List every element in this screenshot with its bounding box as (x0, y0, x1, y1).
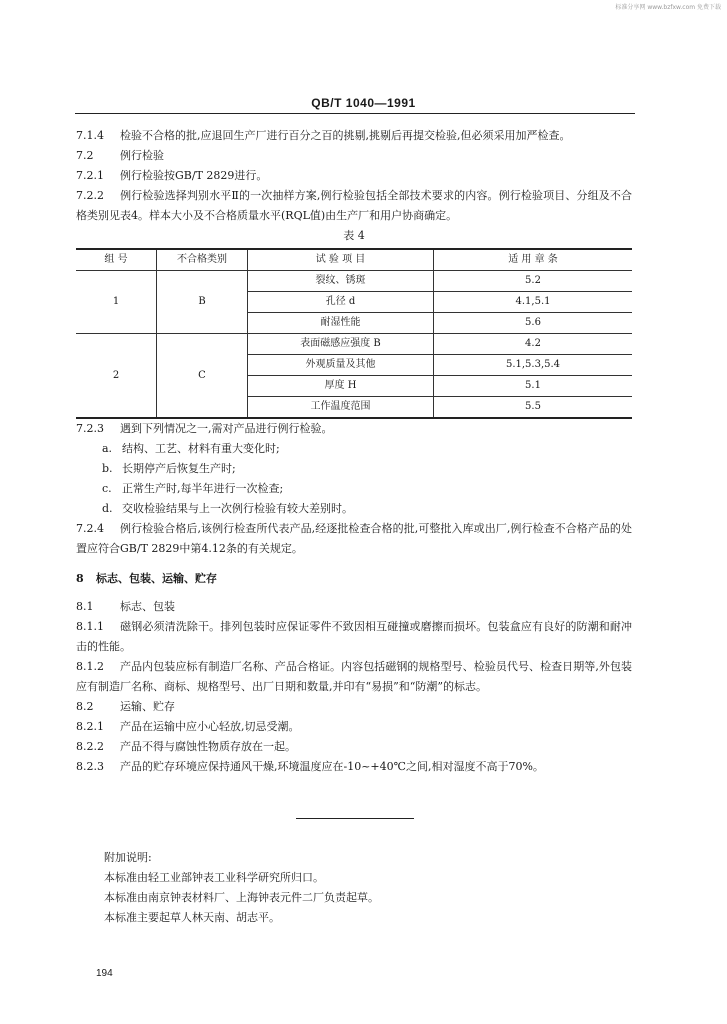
clause-8-1-2: 8.1.2 产品内包装应标有制造厂名称、产品合格证。内容包括磁钢的规格型号、检验员代号、检查日期等,外包装应有制造厂名称、商标、规格型号、出厂日期和数量,并印有“易损”和“防潮”的标志。 (76, 660, 632, 693)
applicable-clause: 5.5 (434, 397, 633, 419)
test-item: 工作温度范围 (248, 397, 434, 419)
clause-8-2-1: 8.2.1 产品在运输中应小心轻放,切忌受潮。 (76, 720, 300, 733)
applicable-clause: 5.6 (434, 313, 633, 334)
table-header-clause: 适 用 章 条 (434, 249, 633, 271)
applicable-clause: 4.1,5.1 (434, 292, 633, 313)
notes-line: 本标准由南京钟表材料厂、上海钟表元件二厂负责起草。 (104, 891, 379, 904)
clause-7-2-1: 7.2.1 例行检验按GB/T 2829进行。 (76, 169, 268, 182)
clause-8-2-3: 8.2.3 产品的贮存环境应保持通风干燥,环境温度应在-10~+40℃之间,相对湿度不高于70%。 (76, 760, 544, 773)
applicable-clause: 5.1 (434, 376, 633, 397)
test-item: 外观质量及其他 (248, 355, 434, 376)
table-header-test-item: 试 验 项 目 (248, 249, 434, 271)
list-item: c. 正常生产时,每半年进行一次检查; (102, 482, 284, 495)
notes-title: 附加说明: (104, 851, 152, 864)
section-8-heading: 8 标志、包装、运输、贮存 (76, 572, 217, 585)
main-content (76, 126, 632, 777)
list-item: b. 长期停产后恢复生产时; (102, 462, 236, 475)
notes-line: 本标准由轻工业部钟表工业科学研究所归口。 (104, 871, 324, 884)
table-header-category: 不合格类别 (157, 249, 248, 271)
test-item: 裂纹、锈斑 (248, 271, 434, 292)
table-4-title: 表 4 (343, 229, 365, 242)
test-item: 厚度 H (248, 376, 434, 397)
watermark: 标准分享网 www.bzfxw.com 免费下载 (615, 4, 721, 11)
page-header: QB/T 1040—1991 (311, 96, 416, 110)
clause-8-1: 8.1 标志、包装 (76, 600, 175, 613)
applicable-clause: 5.2 (434, 271, 633, 292)
clause-8-1-1: 8.1.1 磁钢必须清洗除干。排列包装时应保证零件不致因相互碰撞或磨擦而损坏。包装盒应有良好的防潮和耐冲击的性能。 (76, 620, 632, 653)
additional-notes (104, 848, 604, 928)
test-item: 耐湿性能 (248, 313, 434, 334)
group-number: 1 (76, 271, 157, 334)
header-rule (75, 113, 635, 114)
clause-7-2: 7.2 例行检验 (76, 149, 164, 162)
notes-line: 本标准主要起草人林天南、胡志平。 (104, 911, 280, 924)
page-number: 194 (96, 968, 113, 979)
clause-7-2-2: 7.2.2 例行检验选择判别水平Ⅱ的一次抽样方案,例行检验包括全部技术要求的内容。例行检验项目、分组及不合格类别见表4。样本大小及不合格质量水平(RQL值)由生产厂和用户协商确定。 (76, 189, 632, 222)
table-4 (76, 248, 632, 419)
table-row (76, 271, 632, 292)
end-divider (296, 818, 414, 819)
test-item: 孔径 d (248, 292, 434, 313)
clause-7-2-3: 7.2.3 遇到下列情况之一,需对产品进行例行检验。 (76, 422, 333, 435)
applicable-clause: 5.1,5.3,5.4 (434, 355, 633, 376)
group-number: 2 (76, 334, 157, 419)
list-item: d. 交收检验结果与上一次例行检验有较大差别时。 (102, 502, 353, 515)
clause-7-2-4: 7.2.4 例行检验合格后,该例行检查所代表产品,经逐批检查合格的批,可整批入库或出厂,例行检查不合格产品的处置应符合GB/T 2829中第4.12条的有关规定。 (76, 522, 632, 555)
table-header-group: 组 号 (76, 249, 157, 271)
table-row (76, 334, 632, 355)
test-item: 表面磁感应强度 B (248, 334, 434, 355)
clause-8-2-2: 8.2.2 产品不得与腐蚀性物质存放在一起。 (76, 740, 296, 753)
clause-8-2: 8.2 运输、贮存 (76, 700, 175, 713)
clause-7-1-4: 7.1.4 检验不合格的批,应退回生产厂进行百分之百的挑剔,挑剔后再提交检验,但必须采用加严检查。 (76, 129, 571, 142)
applicable-clause: 4.2 (434, 334, 633, 355)
defect-category: B (157, 271, 248, 334)
list-item: a. 结构、工艺、材料有重大变化时; (102, 442, 280, 455)
defect-category: C (157, 334, 248, 419)
